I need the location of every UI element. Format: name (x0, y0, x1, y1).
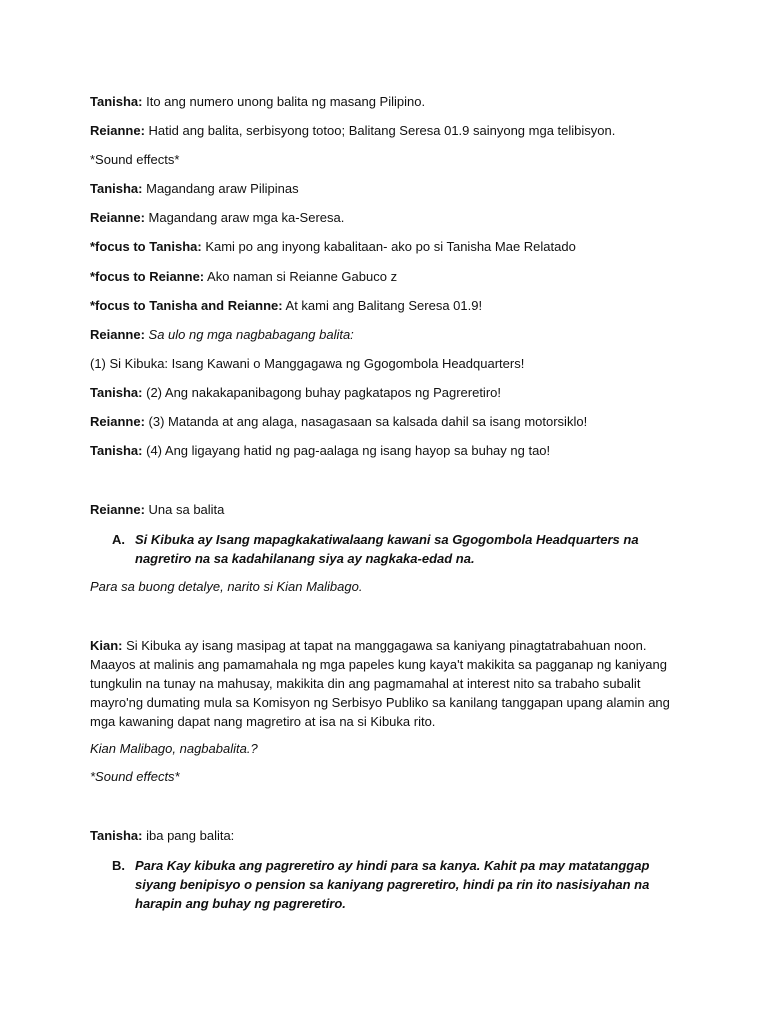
line-text: Sa ulo ng mga nagbabagang balita: (144, 327, 354, 342)
speaker-label: Tanisha: (90, 828, 143, 843)
script-line (90, 355, 524, 373)
list-marker: B. (112, 858, 125, 873)
signoff: Kian Malibago, nagbabalita.? (90, 741, 258, 756)
line-text: Una sa balita (144, 502, 225, 517)
script-line (90, 413, 587, 431)
speaker-label: *focus to Tanisha: (90, 239, 202, 254)
line-text: iba pang balita: (142, 828, 235, 843)
script-line (90, 209, 344, 227)
script-line (90, 326, 354, 344)
script-line (90, 93, 425, 111)
script-line (90, 268, 397, 286)
speaker-label: Tanisha: (90, 94, 143, 109)
speaker-label: Reianne: (90, 414, 145, 429)
speaker-label: Kian: (90, 638, 123, 653)
line-text: (3) Matanda at ang alaga, nasagasaan sa kalsada dahil sa isang motorsiklo! (144, 414, 588, 429)
news-item-text: Si Kibuka ay Isang mapagkakatiwalaang kawani sa Ggogombola Headquarters na nagretiro na sa kadahilanang siya ay nagkaka-edad na. (135, 532, 639, 566)
line-text: (4) Ang ligayang hatid ng pag-aalaga ng isang hayop sa buhay ng tao! (142, 443, 551, 458)
speaker-label: Tanisha: (90, 181, 143, 196)
line-text: Ako naman si Reianne Gabuco z (204, 269, 398, 284)
speaker-label: Reianne: (90, 327, 145, 342)
speaker-label: *focus to Reianne: (90, 269, 205, 284)
script-line (90, 151, 179, 169)
line-text: Hatid ang balita, serbisyong totoo; Balitang Seresa 01.9 sainyong mga telibisyon. (144, 123, 616, 138)
sound-effects: *Sound effects* (90, 769, 180, 784)
speaker-label: Reianne: (90, 502, 145, 517)
list-marker: A. (112, 532, 125, 547)
speaker-label: Tanisha: (90, 385, 143, 400)
line-text: At kami ang Balitang Seresa 01.9! (282, 298, 483, 313)
script-line (90, 442, 550, 460)
line-text: *Sound effects* (90, 152, 180, 167)
line-text: Magandang araw mga ka-Seresa. (144, 210, 345, 225)
line-text: (1) Si Kibuka: Isang Kawani o Manggagawa ng Ggogombola Headquarters! (90, 356, 525, 371)
speaker-label: Reianne: (90, 210, 145, 225)
script-line (90, 501, 224, 519)
script-line (90, 122, 615, 140)
script-line (90, 297, 482, 315)
line-text: Magandang araw Pilipinas (142, 181, 299, 196)
script-line (90, 238, 576, 256)
news-item-a (90, 530, 690, 568)
speaker-label: Reianne: (90, 123, 145, 138)
line-text: Kami po ang inyong kabalitaan- ako po si Tanisha Mae Relatado (201, 239, 576, 254)
news-item-b (90, 856, 690, 913)
script-line (90, 827, 234, 845)
script-line (90, 180, 299, 198)
script-line (90, 384, 501, 402)
kian-report (90, 636, 680, 731)
line-text: (2) Ang nakakapanibagong buhay pagkatapos ng Pagreretiro! (142, 385, 501, 400)
detail-intro: Para sa buong detalye, narito si Kian Malibago. (90, 579, 363, 594)
news-item-text: Para Kay kibuka ang pagreretiro ay hindi para sa kanya. Kahit pa may matatanggap siyang benipisyo o pension sa kaniyang pagreretiro, hindi pa rin ito nasisiyahan na harapin ang buhay ng pagreretiro. (135, 858, 650, 911)
report-text: Si Kibuka ay isang masipag at tapat na manggagawa sa kaniyang pinagtatrabahuan noon. Maayos at malinis ang pamamahala ng mga papeles kung kaya't makikita sa pagganap ng kaniyang tungkulin na tunay na mahusay, makikita din ang pagmamahal at interest nito sa trabaho subalit mayro'ng dumating mula sa Komisyon ng Serbisyo Publiko sa kanilang tanggapan upang alamin ang mga kawaning dapat nang magretiro at isa na si Kibuka rito. (90, 638, 670, 729)
line-text: Ito ang numero unong balita ng masang Pilipino. (142, 94, 426, 109)
speaker-label: Tanisha: (90, 443, 143, 458)
speaker-label: *focus to Tanisha and Reianne: (90, 298, 283, 313)
